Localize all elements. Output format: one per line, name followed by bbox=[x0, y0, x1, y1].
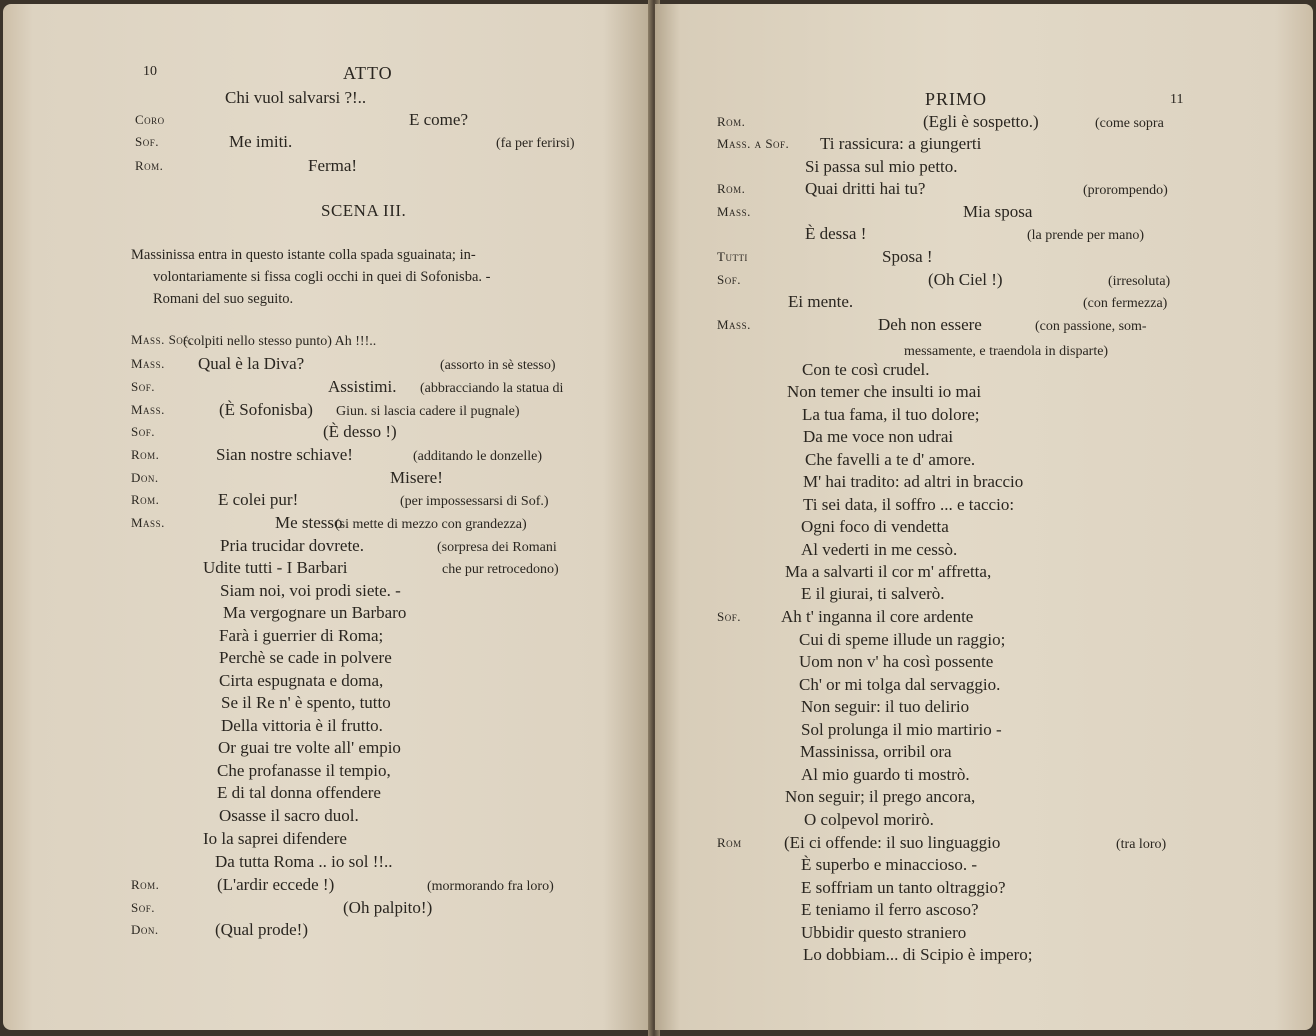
verse-line: Io la saprei difendere bbox=[203, 829, 347, 848]
verse-line: Non temer che insulti io mai bbox=[787, 382, 982, 401]
stage-note: (sorpresa dei Romani bbox=[437, 540, 557, 555]
verse-line: Mia sposa bbox=[963, 202, 1033, 221]
verse-line: E il giurai, ti salverò. bbox=[801, 584, 945, 603]
verse-line: Massinissa, orribil ora bbox=[800, 742, 952, 761]
stage-note: che pur retrocedono) bbox=[442, 562, 559, 577]
verse-line: (Oh Ciel !) bbox=[928, 270, 1003, 289]
stage-note: (irresoluta) bbox=[1108, 274, 1171, 289]
stage-direction-line: volontariamente si fissa cogli occhi in quei di Sofonisba. - bbox=[153, 269, 491, 285]
stage-note: Giun. si lascia cadere il pugnale) bbox=[336, 404, 520, 419]
verse-line: Si passa sul mio petto. bbox=[805, 157, 958, 176]
verse-line: Che profanasse il tempio, bbox=[217, 761, 391, 780]
page-number: 10 bbox=[143, 64, 157, 79]
verse-line: Sian nostre schiave! bbox=[216, 445, 353, 464]
speaker-label: Don. bbox=[131, 470, 159, 485]
speaker-label: Mass. bbox=[717, 317, 751, 332]
speaker-label: Mass. bbox=[131, 515, 165, 530]
speaker-label: Tutti bbox=[717, 249, 748, 264]
verse-line: Ah t' inganna il core ardente bbox=[781, 607, 974, 626]
verse-line: La tua fama, il tuo dolore; bbox=[802, 405, 980, 424]
verse-line: Farà i guerrier di Roma; bbox=[219, 626, 384, 645]
verse-line: Qual è la Diva? bbox=[198, 354, 305, 373]
verse-line: Osasse il sacro duol. bbox=[219, 806, 359, 825]
verse-line: Ferma! bbox=[308, 156, 358, 175]
speaker-label: Rom. bbox=[717, 181, 746, 196]
verse-line: Udite tutti - I Barbari bbox=[203, 558, 348, 577]
verse-line: Ti rassicura: a giungerti bbox=[820, 134, 982, 153]
verse-line: Or guai tre volte all' empio bbox=[218, 738, 401, 757]
speaker-label: Rom. bbox=[717, 114, 746, 129]
verse-line: Ei mente. bbox=[788, 292, 854, 311]
verse-line: Sol prolunga il mio martirio - bbox=[801, 720, 1002, 739]
verse-line: Pria trucidar dovrete. bbox=[220, 536, 364, 555]
speaker-label: Mass. bbox=[131, 402, 165, 417]
verse-line: M' hai tradito: ad altri in braccio bbox=[803, 472, 1024, 491]
running-head: PRIMO bbox=[925, 89, 988, 109]
speaker-label: Mass. bbox=[131, 356, 165, 371]
verse-line: E come? bbox=[409, 110, 468, 129]
verse-line: (È Sofonisba) bbox=[219, 400, 313, 419]
verse-line: Sposa ! bbox=[882, 247, 933, 266]
speaker-label: Rom. bbox=[135, 158, 164, 173]
verse-line: Che favelli a te d' amore. bbox=[805, 450, 976, 469]
verse-line: Ma vergognare un Barbaro bbox=[223, 603, 407, 622]
speaker-label: Rom. bbox=[131, 447, 160, 462]
verse-line: Con te così crudel. bbox=[802, 360, 930, 379]
scene-title: SCENA III. bbox=[321, 201, 407, 220]
speaker-label: Sof. bbox=[131, 424, 155, 439]
verse-line: Ogni foco di vendetta bbox=[801, 517, 949, 536]
speaker-label: Sof. bbox=[135, 134, 159, 149]
stage-note: (tra loro) bbox=[1116, 837, 1167, 852]
verse-line: Misere! bbox=[390, 468, 443, 487]
verse-line: Me imiti. bbox=[229, 132, 293, 151]
verse-line: È dessa ! bbox=[805, 224, 867, 243]
verse-line: E soffriam un tanto oltraggio? bbox=[801, 878, 1006, 897]
right-page bbox=[655, 4, 1313, 1030]
speaker-label: Sof. bbox=[717, 272, 741, 287]
stage-note: (additando le donzelle) bbox=[413, 449, 543, 464]
verse-line: Siam noi, voi prodi siete. - bbox=[220, 581, 401, 600]
stage-note: (mormorando fra loro) bbox=[427, 879, 554, 894]
verse-line: Uom non v' ha così possente bbox=[799, 652, 994, 671]
verse-line: Della vittoria è il frutto. bbox=[221, 716, 383, 735]
verse-line: (Ei ci offende: il suo linguaggio bbox=[784, 833, 1001, 852]
verse-line: O colpevol morirò. bbox=[804, 810, 934, 829]
left-page bbox=[3, 4, 653, 1030]
verse-line: Assistimi. bbox=[328, 377, 397, 396]
stage-note: (fa per ferirsi) bbox=[496, 136, 575, 151]
verse-line: Non seguir: il tuo delirio bbox=[801, 697, 970, 716]
speaker-label: Sof. bbox=[131, 379, 155, 394]
verse-line: E teniamo il ferro ascoso? bbox=[801, 900, 979, 919]
speaker-label: Coro bbox=[135, 112, 165, 127]
stage-note: (con fermezza) bbox=[1083, 296, 1168, 311]
speaker-label: Mass. a Sof. bbox=[717, 136, 790, 151]
running-head: ATTO bbox=[343, 63, 393, 83]
verse-line: Al vederti in me cessò. bbox=[801, 540, 958, 559]
stage-note: (per impossessarsi di Sof.) bbox=[400, 494, 549, 509]
speaker-label: Rom. bbox=[131, 877, 160, 892]
verse-line: (Oh palpito!) bbox=[343, 898, 433, 917]
verse-line: Cirta espugnata e doma, bbox=[219, 671, 384, 690]
verse-line: (Egli è sospetto.) bbox=[923, 112, 1039, 131]
verse-line: Al mio guardo ti mostrò. bbox=[801, 765, 970, 784]
page-number: 11 bbox=[1170, 92, 1184, 107]
verse-line: Chi vuol salvarsi ?!.. bbox=[225, 88, 367, 107]
verse-line: Se il Re n' è spento, tutto bbox=[221, 693, 391, 712]
verse-line: Da tutta Roma .. io sol !!.. bbox=[215, 852, 393, 871]
speaker-label: Mass. bbox=[717, 204, 751, 219]
stage-note: (la prende per mano) bbox=[1027, 228, 1144, 243]
verse-line: (Qual prode!) bbox=[215, 920, 308, 939]
verse-line: Quai dritti hai tu? bbox=[805, 179, 926, 198]
verse-line: (colpiti nello stesso punto) Ah !!!.. bbox=[183, 334, 377, 349]
verse-line: Ch' or mi tolga dal servaggio. bbox=[799, 675, 1001, 694]
verse-line: Ubbidir questo straniero bbox=[801, 923, 967, 942]
stage-note: (assorto in sè stesso) bbox=[440, 358, 556, 373]
verse-line: Deh non essere bbox=[878, 315, 982, 334]
verse-line: È superbo e minaccioso. - bbox=[801, 855, 978, 874]
stage-note: messamente, e traendola in disparte) bbox=[904, 344, 1109, 359]
speaker-label: Don. bbox=[131, 922, 159, 937]
speaker-label: Sof. bbox=[717, 609, 741, 624]
stage-note: (prorompendo) bbox=[1083, 183, 1168, 198]
verse-line: (L'ardir eccede !) bbox=[217, 875, 335, 894]
verse-line: E di tal donna offendere bbox=[217, 783, 381, 802]
verse-line: Non seguir; il prego ancora, bbox=[785, 787, 976, 806]
stage-note: (con passione, som- bbox=[1035, 319, 1147, 334]
stage-note: (come sopra bbox=[1095, 116, 1164, 131]
verse-line: Me stesso bbox=[275, 513, 343, 532]
verse-line: E colei pur! bbox=[218, 490, 299, 509]
speaker-label: Mass. Sof. bbox=[131, 332, 193, 347]
speaker-label: Rom. bbox=[131, 492, 160, 507]
verse-line: Lo dobbiam... di Scipio è impero; bbox=[803, 945, 1033, 964]
verse-line: Cui di speme illude un raggio; bbox=[799, 630, 1006, 649]
verse-line: Perchè se cade in polvere bbox=[219, 648, 392, 667]
verse-line: Ma a salvarti il cor m' affretta, bbox=[785, 562, 992, 581]
stage-direction-line: Romani del suo seguito. bbox=[153, 291, 294, 307]
speaker-label: Rom bbox=[717, 835, 742, 850]
verse-line: Da me voce non udrai bbox=[803, 427, 954, 446]
stage-note: (abbracciando la statua di bbox=[420, 381, 564, 396]
speaker-label: Sof. bbox=[131, 900, 155, 915]
verse-line: (È desso !) bbox=[323, 422, 397, 441]
verse-line: Ti sei data, il soffro ... e taccio: bbox=[803, 495, 1015, 514]
stage-direction-line: Massinissa entra in questo istante colla spada sguainata; in- bbox=[131, 247, 476, 263]
stage-note: (si mette di mezzo con grandezza) bbox=[335, 517, 527, 532]
